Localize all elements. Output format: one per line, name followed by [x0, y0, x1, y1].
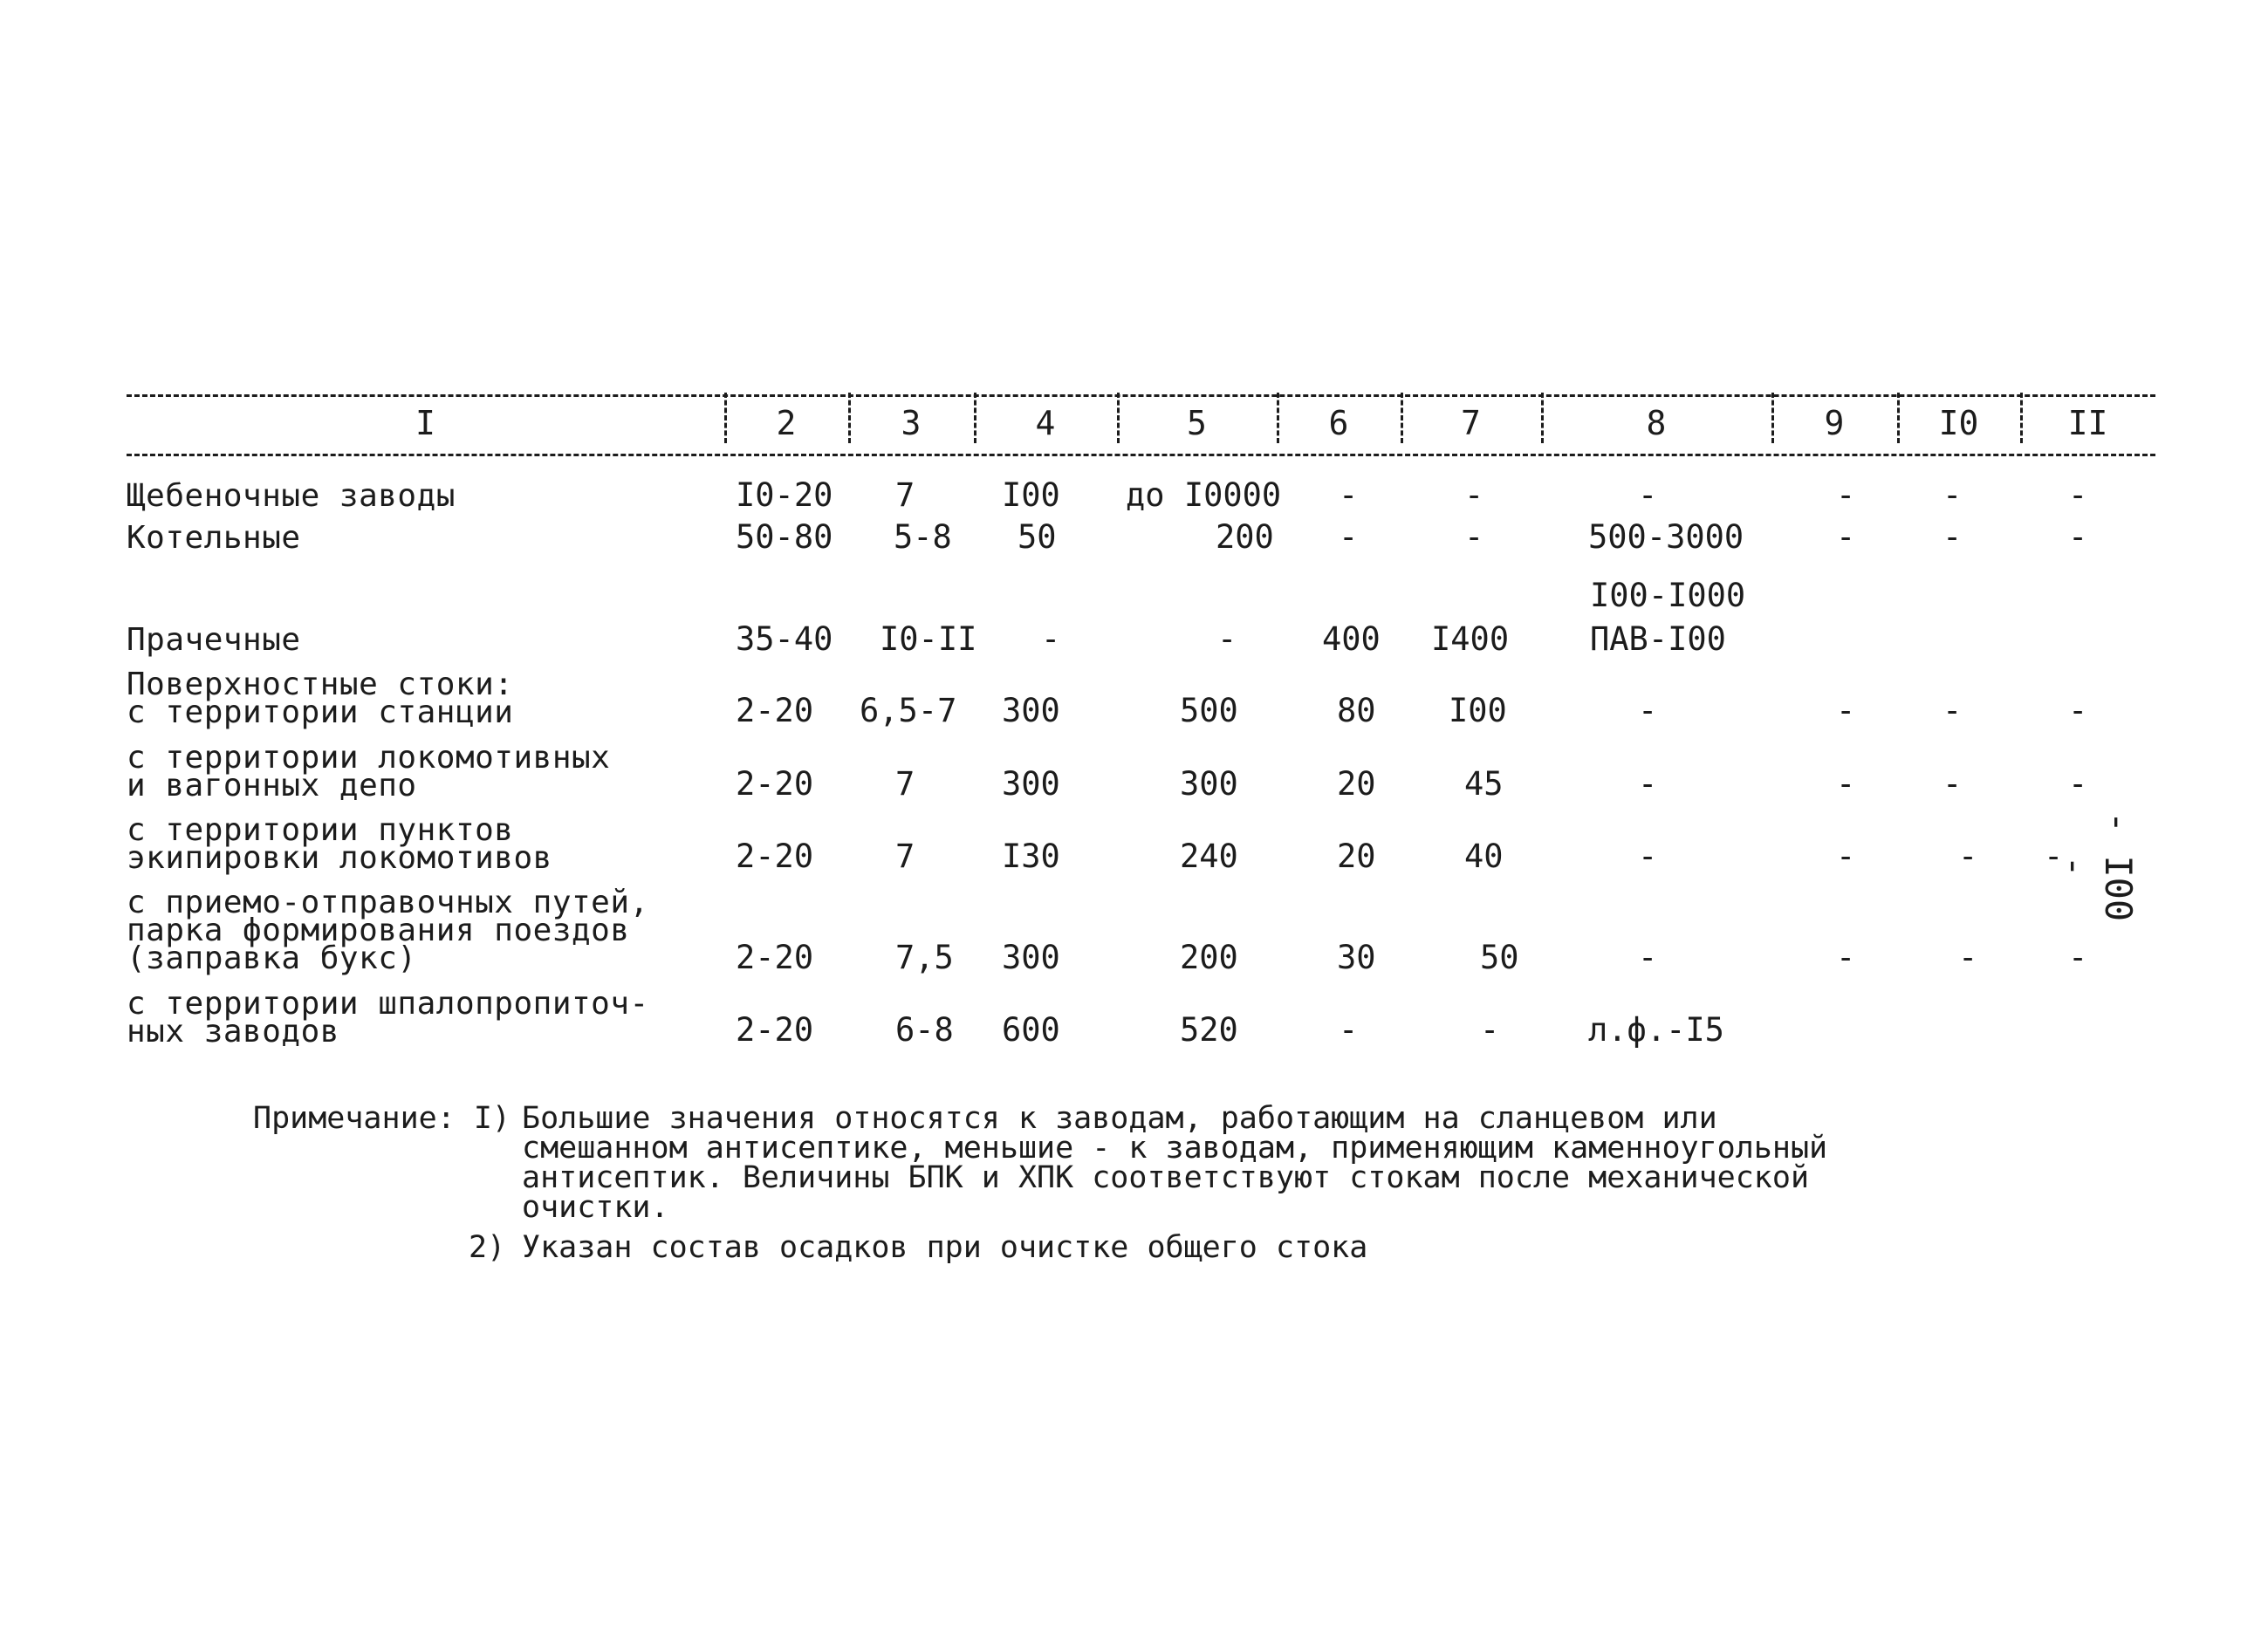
page-number: - I00 -	[2053, 810, 2140, 922]
cell-col-8: -	[1638, 838, 1658, 875]
cell-col-5: 200	[1180, 939, 1238, 976]
cell-col-11: -	[2068, 765, 2088, 803]
cell-col-6: -	[1339, 476, 1359, 514]
cell-col-2: 2-20	[736, 838, 814, 875]
cell-col-7: 40	[1464, 838, 1504, 875]
cell-col-9: -	[1836, 765, 1856, 803]
cell-col-2: I0-20	[736, 476, 833, 514]
cell-col-5: 500	[1180, 692, 1238, 729]
cell-col-10: -	[1943, 765, 1963, 803]
cell-col-6: 80	[1337, 692, 1376, 729]
cell-col-7: I00	[1449, 692, 1507, 729]
header-col-1: I	[415, 404, 435, 442]
cell-col-4: 300	[1002, 765, 1060, 803]
cell-col-5: -	[1217, 620, 1237, 658]
row-label-line2: экипировки локомотивов	[127, 840, 552, 876]
cell-col-4: I30	[1002, 838, 1060, 875]
row-label-line1: с территории локомотивных	[127, 740, 611, 776]
note-1-line1: Большие значения относятся к заводам, работающим на сланцевом или	[522, 1101, 1717, 1136]
cell-col-9: -	[1836, 692, 1856, 729]
cell-col-11: -	[2068, 476, 2088, 514]
cell-col-5: 200	[1216, 518, 1274, 556]
cell-col-3: I0-II	[880, 620, 977, 658]
cell-col-9: -	[1836, 939, 1856, 976]
header-col-11: II	[2067, 404, 2108, 442]
cell-col-5: 300	[1180, 765, 1238, 803]
cell-col-7: -	[1464, 518, 1484, 556]
header-col-7: 7	[1461, 404, 1481, 442]
cell-col-6: 20	[1337, 765, 1376, 803]
cell-col-10: -	[1958, 838, 1978, 875]
cell-col-7: -	[1464, 476, 1484, 514]
cell-col-10: -	[1943, 518, 1963, 556]
cell-col-4: 50	[1018, 518, 1057, 556]
note-2-prefix: 2)	[469, 1230, 506, 1265]
note-1-line4: очистки.	[522, 1190, 669, 1225]
cell-col-10: -	[1943, 476, 1963, 514]
header-col-5: 5	[1187, 404, 1207, 442]
cell-col-2: 2-20	[736, 765, 814, 803]
cell-col-2: 2-20	[736, 939, 814, 976]
cell-col-8: -	[1638, 765, 1658, 803]
cell-col-8: 500-3000	[1588, 518, 1744, 556]
row-label-line2: ных заводов	[127, 1014, 339, 1050]
header-col-9: 9	[1824, 404, 1845, 442]
cell-col-4: 300	[1002, 939, 1060, 976]
table-top-rule	[127, 394, 2155, 397]
cell-col-10: -	[1958, 939, 1978, 976]
note-1-line3: антисептик. Величины БПК и ХПК соответствуют стокам после механической	[522, 1160, 1810, 1195]
cell-col-3: 6-8	[895, 1011, 954, 1049]
note-1-line2: смешанном антисептике, меньшие - к заводам, применяющим каменноугольный	[522, 1131, 1828, 1166]
cell-col-3: 6,5-7	[860, 692, 957, 729]
cell-col-8-line1: I00-I000	[1590, 577, 1746, 614]
cell-col-2: 2-20	[736, 692, 814, 729]
row-label-line1: Поверхностные стоки:	[127, 667, 514, 702]
row-label-line2: и вагонных депо	[127, 768, 417, 803]
table-header-rule	[127, 454, 2155, 456]
cell-col-2: 35-40	[736, 620, 833, 658]
row-label: Щебеночные заводы	[127, 478, 456, 514]
cell-col-4: 300	[1002, 692, 1060, 729]
cell-col-6: 20	[1337, 838, 1376, 875]
header-col-2: 2	[776, 404, 797, 442]
row-label-line2: парка формирования поездов	[127, 913, 630, 948]
cell-col-6: 400	[1322, 620, 1381, 658]
cell-col-5: 520	[1180, 1011, 1238, 1049]
note-2: Указан состав осадков при очистке общего стока	[522, 1230, 1368, 1265]
cell-col-9: -	[1836, 838, 1856, 875]
cell-col-11: -	[2068, 692, 2088, 729]
cell-col-3: 7	[895, 476, 915, 514]
cell-col-5: 240	[1180, 838, 1238, 875]
cell-col-7: I400	[1431, 620, 1510, 658]
header-col-10: I0	[1938, 404, 1979, 442]
row-label-line1: с территории пунктов	[127, 812, 514, 848]
cell-col-11: -	[2068, 939, 2088, 976]
cell-col-8-line2: ПАВ-I00	[1590, 620, 1726, 658]
row-label-line1: с территории шпалопропиточ-	[127, 986, 649, 1022]
cell-col-3: 7,5	[895, 939, 954, 976]
cell-col-8: -	[1638, 476, 1658, 514]
cell-col-11: -	[2068, 518, 2088, 556]
note-prefix: Примечание: I)	[253, 1101, 511, 1136]
cell-col-2: 2-20	[736, 1011, 814, 1049]
cell-col-8: -	[1638, 692, 1658, 729]
cell-col-8: -	[1638, 939, 1658, 976]
cell-col-4: -	[1041, 620, 1061, 658]
header-col-3: 3	[901, 404, 922, 442]
cell-col-2: 50-80	[736, 518, 833, 556]
cell-col-3: 7	[895, 765, 915, 803]
row-label-line3: (заправка букс)	[127, 940, 417, 976]
cell-col-10: -	[1943, 692, 1963, 729]
row-label-line1: с приемо-отправочных путей,	[127, 885, 649, 920]
cell-col-11: -	[2044, 838, 2064, 875]
row-label: Котельные	[127, 520, 301, 556]
header-col-6: 6	[1328, 404, 1349, 442]
row-label: Прачечные	[127, 622, 301, 658]
cell-col-4: 600	[1002, 1011, 1060, 1049]
cell-col-6: -	[1339, 518, 1359, 556]
cell-col-3: 5-8	[894, 518, 952, 556]
cell-col-8: л.ф.-I5	[1588, 1011, 1724, 1049]
cell-col-9: -	[1836, 518, 1856, 556]
header-col-4: 4	[1035, 404, 1056, 442]
cell-col-6: -	[1339, 1011, 1359, 1049]
header-col-8: 8	[1646, 404, 1667, 442]
row-label-line2: с территории станции	[127, 694, 514, 730]
cell-col-7: 50	[1480, 939, 1519, 976]
cell-col-4: I00	[1002, 476, 1060, 514]
cell-col-6: 30	[1337, 939, 1376, 976]
cell-col-3: 7	[895, 838, 915, 875]
cell-col-7: 45	[1464, 765, 1504, 803]
cell-col-7: -	[1480, 1011, 1500, 1049]
cell-col-5: до I0000	[1126, 476, 1282, 514]
cell-col-9: -	[1836, 476, 1856, 514]
